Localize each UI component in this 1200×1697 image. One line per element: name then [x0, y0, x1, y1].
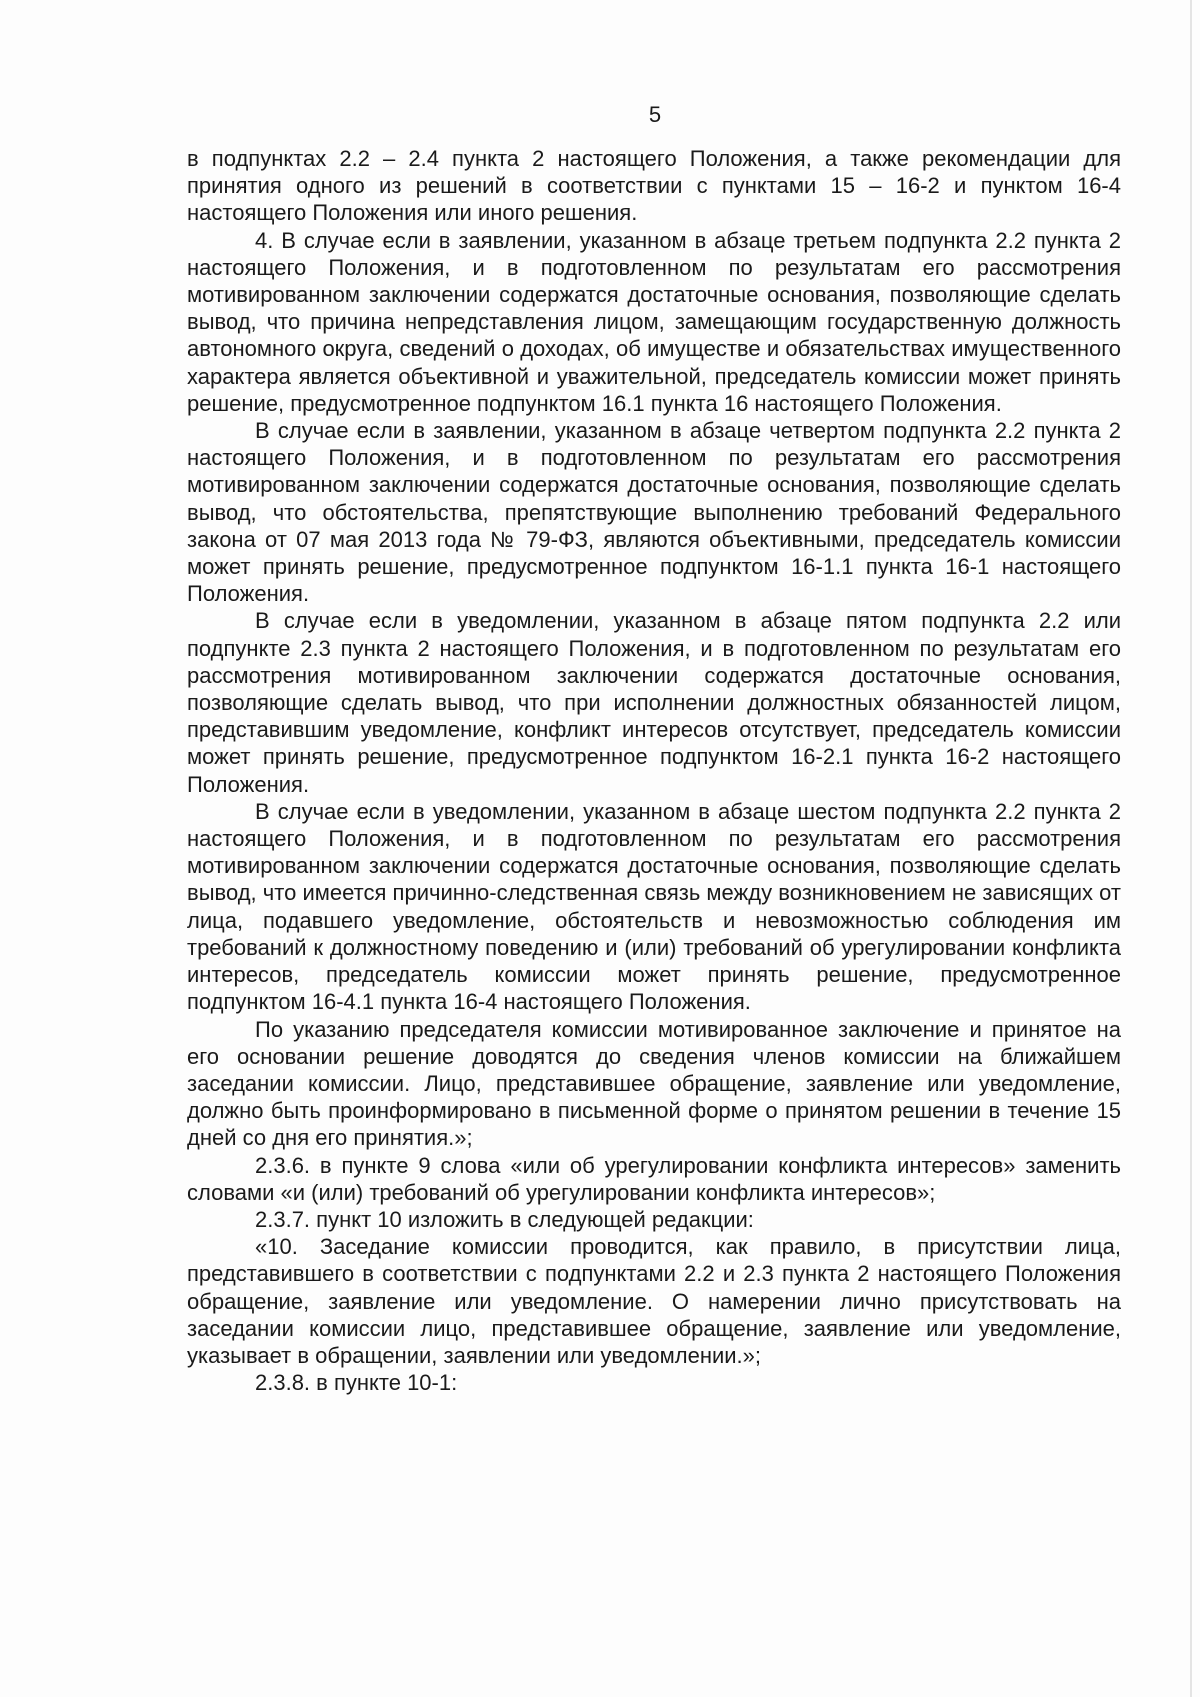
paragraph-2-3-7: 2.3.7. пункт 10 изложить в следующей редакции:	[255, 1206, 754, 1232]
paragraph-item-10: «10. Заседание комиссии проводится, как правило, в присутствии лица, представившего в соответствии с подпунктами 2.2 и 2.3 пункта 2 настоящего Положения обращение, заявление или уведомление. О намерении лично присутствовать на заседании комиссии лицо, представившее обращение, заявление или уведомление, указывает в обращении, заявлении или уведомлении.»;	[187, 1234, 1121, 1368]
scan-edge-line	[1190, 0, 1192, 1697]
paragraph-2-3-8: 2.3.8. в пункте 10-1:	[255, 1370, 458, 1396]
document-body	[187, 145, 1121, 1396]
paragraph-item-4: 4. В случае если в заявлении, указанном в абзаце третьем подпункта 2.2 пункта 2 настоящего Положения, и в подготовленном по результатам его рассмотрения мотивированном заключении содержатся достаточные основания, позволяющие сделать вывод, что причина непредставления лицом, замещающим государственную должность автономного округа, сведений о доходах, об имуществе и обязательствах имущественного характера является объективной и уважительной, председатель комиссии может принять решение, предусмотренное подпунктом 16.1 пункта 16 настоящего Положения.	[187, 227, 1121, 416]
paragraph-chairman-instruction: По указанию председателя комиссии мотивированное заключение и принятое на его основании решение доводятся до сведения членов комиссии на ближайшем заседании комиссии. Лицо, представившее обращение, заявление или уведомление, должно быть проинформировано в письменной форме о принятом решении в течение 15 дней со дня его принятия.»;	[187, 1016, 1121, 1151]
paragraph-case-notification-fifth: В случае если в уведомлении, указанном в абзаце пятом подпункта 2.2 или подпункте 2.3 пункта 2 настоящего Положения, и в подготовленном по результатам его рассмотрения мотивированном заключении содержатся достаточные основания, позволяющие сделать вывод, что при исполнении должностных обязанностей лицом, представившим уведомление, конфликт интересов отсутствует, председатель комиссии может принять решение, предусмотренное подпунктом 16-2.1 пункта 16-2 настоящего Положения.	[187, 608, 1121, 797]
paragraph-continuation: в подпунктах 2.2 – 2.4 пункта 2 настоящего Положения, а также рекомендации для принятия одного из решений в соответствии с пунктами 15 – 16-2 и пунктом 16-4 настоящего Положения или иного решения.	[187, 146, 1121, 226]
paragraph-case-statement: В случае если в заявлении, указанном в абзаце четвертом подпункта 2.2 пункта 2 настоящего Положения, и в подготовленном по результатам его рассмотрения мотивированном заключении содержатся достаточные основания, позволяющие сделать вывод, что обстоятельства, препятствующие выполнению требований Федерального закона от 07 мая 2013 года № 79-ФЗ, являются объективными, председатель комиссии может принять решение, предусмотренное подпунктом 16-1.1 пункта 16-1 настоящего Положения.	[187, 418, 1121, 607]
paragraph-case-notification-sixth: В случае если в уведомлении, указанном в абзаце шестом подпункта 2.2 пункта 2 настоящего Положения, и в подготовленном по результатам его рассмотрения мотивированном заключении содержатся достаточные основания, позволяющие сделать вывод, что имеется причинно-следственная связь между возникновением не зависящих от лица, подавшего уведомление, обстоятельств и невозможностью соблюдения им требований к должностному поведению и (или) требований об урегулировании конфликта интересов, председатель комиссии может принять решение, предусмотренное подпунктом 16-4.1 пункта 16-4 настоящего Положения.	[187, 798, 1121, 1015]
page-number: 5	[648, 102, 662, 127]
paragraph-2-3-6: 2.3.6. в пункте 9 слова «или об урегулировании конфликта интересов» заменить словами «и (или) требований об урегулировании конфликта интересов»;	[187, 1152, 1121, 1205]
